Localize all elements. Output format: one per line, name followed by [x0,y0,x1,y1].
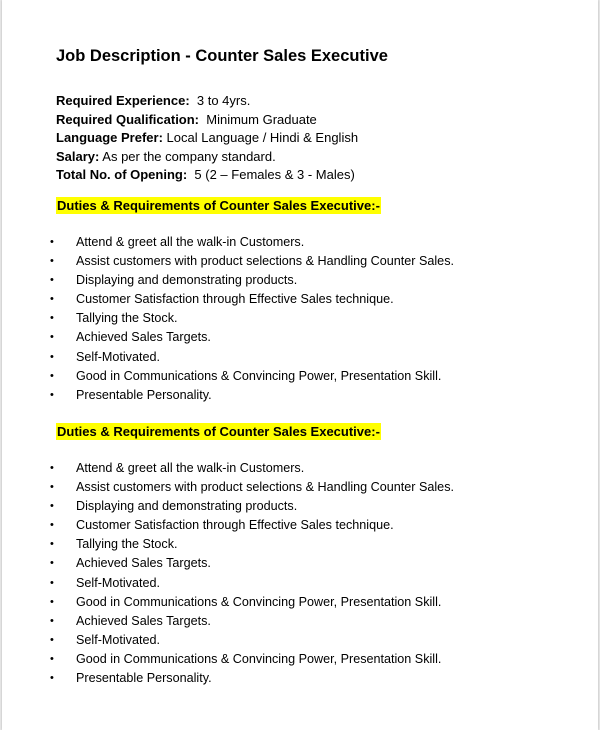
detail-label: Required Experience: [56,93,190,108]
list-item [46,328,454,347]
detail-label: Required Qualification: [56,111,200,127]
bullet-icon: • [50,331,54,344]
list-item-text: Attend & greet all the walk-in Customers. [76,461,305,475]
bullet-icon: • [50,312,54,325]
detail-value: As per the company standard. [102,148,276,164]
list-item [46,386,454,405]
detail-openings [56,166,358,185]
list-item-text: Achieved Sales Targets. [76,556,211,571]
list-item-text: Attend & greet all the walk-in Customers. [76,235,305,249]
list-item [46,593,454,612]
highlighted-heading: Duties & Requirements of Counter Sales Executive:- [57,424,380,439]
bullet-icon: • [50,652,54,665]
bullet-icon: • [50,500,54,513]
list-item-text: Tallying the Stock. [76,537,178,552]
bullet-icon: • [50,236,54,248]
list-item-text: Self-Motivated. [76,632,160,647]
list-item-text: Good in Communications & Convincing Power, Presentation Skill. [76,368,442,383]
detail-value: Minimum Graduate [206,111,317,127]
list-item [46,459,454,478]
bullet-icon: • [50,274,54,287]
bullet-icon: • [50,557,54,570]
job-details [56,92,358,185]
bullet-icon: • [50,576,54,589]
bullet-icon: • [50,595,54,608]
list-item [46,252,454,271]
list-item [46,309,454,328]
page-title: Job Description - Counter Sales Executive [56,47,388,65]
list-item-text: Assist customers with product selections & Handling Counter Sales. [76,254,454,269]
bullet-icon: • [50,255,54,268]
list-item-text: Achieved Sales Targets. [76,613,211,628]
bullet-icon: • [50,519,54,532]
bullet-icon: • [50,350,54,363]
list-item-text: Assist customers with product selections & Handling Counter Sales. [76,480,454,495]
list-item [46,574,454,593]
list-item [46,554,454,573]
bullet-icon: • [50,672,54,685]
list-item [46,367,454,386]
bullet-icon: • [50,481,54,494]
list-item-text: Good in Communications & Convincing Power, Presentation Skill. [76,651,442,666]
highlighted-heading: Duties & Requirements of Counter Sales Executive:- [57,198,380,213]
list-item-text: Customer Satisfaction through Effective Sales technique. [76,292,394,307]
detail-qualification [56,111,358,130]
detail-value: 5 (2 – Females & 3 - Males) [194,167,355,182]
list-item-text: Presentable Personality. [76,671,212,686]
list-item [46,669,454,688]
list-item [46,290,454,309]
detail-language [56,129,358,148]
list-item [46,497,454,516]
list-item [46,650,454,669]
list-item-text: Achieved Sales Targets. [76,330,211,345]
list-item [46,271,454,290]
list-item [46,612,454,631]
duties-list-1 [46,233,454,405]
list-item-text: Self-Motivated. [76,575,160,590]
list-item [46,516,454,535]
detail-salary [56,148,358,167]
list-item [46,478,454,497]
detail-value: 3 to 4yrs. [196,93,251,108]
detail-label: Language Prefer: [56,130,163,145]
document-page [2,0,598,730]
list-item [46,535,454,554]
list-item-text: Presentable Personality. [76,387,212,402]
list-item-text: Customer Satisfaction through Effective Sales technique. [76,518,394,533]
list-item [46,233,454,252]
list-item [46,631,454,650]
list-item-text: Good in Communications & Convincing Power, Presentation Skill. [76,594,442,609]
bullet-icon: • [50,369,54,382]
list-item [46,348,454,367]
bullet-icon: • [50,538,54,551]
list-item-text: Displaying and demonstrating products. [76,499,298,514]
bullet-icon: • [50,614,54,627]
bullet-icon: • [50,462,54,474]
list-item-text: Tallying the Stock. [76,311,178,326]
bullet-icon: • [50,293,54,306]
detail-label: Salary: [56,148,100,164]
bullet-icon: • [50,388,54,401]
detail-experience [56,92,358,111]
list-item-text: Displaying and demonstrating products. [76,273,298,288]
bullet-icon: • [50,633,54,646]
section-heading-1 [56,197,381,215]
detail-value: Local Language / Hindi & English [166,130,359,145]
list-item-text: Self-Motivated. [76,349,160,364]
section-heading-2 [56,423,381,441]
detail-label: Total No. of Opening: [56,167,188,182]
duties-list-2 [46,459,454,688]
